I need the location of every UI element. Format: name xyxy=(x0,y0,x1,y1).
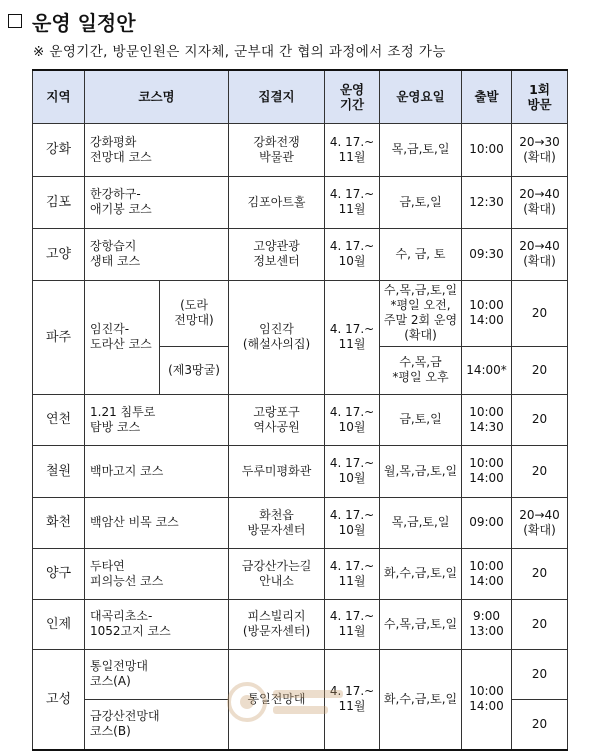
days-cell: 수,목,금,토,일 xyxy=(380,599,462,649)
course-cell: 강화평화 전망대 코스 xyxy=(85,123,229,176)
departure-cell: 09:30 xyxy=(462,228,512,280)
days-cell: 목,금,토,일 xyxy=(380,497,462,548)
header-row xyxy=(33,70,568,123)
period-cell: 4. 17.~ 11월 xyxy=(325,123,380,176)
header-period: 운영 기간 xyxy=(325,70,380,123)
table-row xyxy=(33,599,568,649)
visitors-cell: 20 xyxy=(512,699,568,750)
meeting-cell: 김포아트홀 xyxy=(229,176,325,228)
visitors-cell: 20→30 (확대) xyxy=(512,123,568,176)
period-cell: 4. 17.~ 10월 xyxy=(325,445,380,497)
region-cell: 고양 xyxy=(33,228,85,280)
page-title xyxy=(8,6,136,36)
region-cell: 철원 xyxy=(33,445,85,497)
departure-cell: 10:00 14:00 xyxy=(462,548,512,599)
days-cell: 화,수,금,토,일 xyxy=(380,649,462,750)
days-cell: 금,토,일 xyxy=(380,394,462,445)
days-cell: 화,수,금,토,일 xyxy=(380,548,462,599)
period-cell: 4. 17.~ 11월 xyxy=(325,280,380,394)
table-row xyxy=(33,123,568,176)
period-cell: 4. 17.~ 11월 xyxy=(325,176,380,228)
meeting-cell: 두루미평화관 xyxy=(229,445,325,497)
region-cell: 인제 xyxy=(33,599,85,649)
table-row xyxy=(33,548,568,599)
region-cell: 고성 xyxy=(33,649,85,750)
departure-cell: 10:00 14:00 xyxy=(462,445,512,497)
period-cell: 4. 17.~ 11월 xyxy=(325,599,380,649)
days-cell: 수, 금, 토 xyxy=(380,228,462,280)
visitors-cell: 20→40 (확대) xyxy=(512,228,568,280)
departure-cell: 10:00 14:30 xyxy=(462,394,512,445)
course-cell: 대곡리초소- 1052고지 코스 xyxy=(85,599,229,649)
days-cell: 수,목,금 *평일 오후 xyxy=(380,346,462,394)
table-row xyxy=(33,497,568,548)
period-cell: 4. 17.~ 10월 xyxy=(325,228,380,280)
days-cell: 수,목,금,토,일 *평일 오전, 주말 2회 운영 (확대) xyxy=(380,280,462,346)
meeting-cell: 금강산가는길 안내소 xyxy=(229,548,325,599)
schedule-table xyxy=(32,69,568,751)
departure-cell: 12:30 xyxy=(462,176,512,228)
course-cell: 금강산전망대 코스(B) xyxy=(85,699,229,750)
sub-course-cell: (제3땅굴) xyxy=(160,346,229,394)
table-row xyxy=(33,394,568,445)
period-cell: 4. 17.~ 11월 xyxy=(325,548,380,599)
title-text: 운영 일정안 xyxy=(32,10,136,35)
region-cell: 양구 xyxy=(33,548,85,599)
course-cell: 두타연 피의능선 코스 xyxy=(85,548,229,599)
period-cell: 4. 17.~ 10월 xyxy=(325,394,380,445)
sub-course-cell: (도라 전망대) xyxy=(160,280,229,346)
table-row xyxy=(33,280,568,346)
region-cell: 파주 xyxy=(33,280,85,394)
visitors-cell: 20 xyxy=(512,346,568,394)
visitors-cell: 20 xyxy=(512,548,568,599)
meeting-cell: 고양관광 정보센터 xyxy=(229,228,325,280)
course-cell: 한강하구- 애기봉 코스 xyxy=(85,176,229,228)
header-days: 운영요일 xyxy=(380,70,462,123)
departure-cell: 14:00* xyxy=(462,346,512,394)
departure-cell: 09:00 xyxy=(462,497,512,548)
note-text: ※ 운영기간, 방문인원은 지자체, 군부대 간 협의 과정에서 조정 가능 xyxy=(33,44,446,60)
region-cell: 김포 xyxy=(33,176,85,228)
header-meeting: 집결지 xyxy=(229,70,325,123)
visitors-cell: 20 xyxy=(512,280,568,346)
meeting-cell: 강화전쟁 박물관 xyxy=(229,123,325,176)
days-cell: 월,목,금,토,일 xyxy=(380,445,462,497)
departure-cell: 10:00 14:00 xyxy=(462,649,512,750)
region-cell: 강화 xyxy=(33,123,85,176)
course-cell: 임진각- 도라산 코스 xyxy=(85,280,160,394)
table-row xyxy=(33,445,568,497)
table-row xyxy=(33,228,568,280)
table-row xyxy=(33,649,568,699)
course-cell: 장항습지 생태 코스 xyxy=(85,228,229,280)
visitors-cell: 20 xyxy=(512,599,568,649)
header-course: 코스명 xyxy=(85,70,229,123)
course-cell: 1.21 침투로 탐방 코스 xyxy=(85,394,229,445)
header-departure: 출발 xyxy=(462,70,512,123)
meeting-cell: 임진각 (해설사의집) xyxy=(229,280,325,394)
period-cell: 4. 17.~ 10월 xyxy=(325,497,380,548)
departure-cell: 10:00 xyxy=(462,123,512,176)
course-cell: 통일전망대 코스(A) xyxy=(85,649,229,699)
meeting-cell: 피스빌리지 (방문자센터) xyxy=(229,599,325,649)
visitors-cell: 20→40 (확대) xyxy=(512,176,568,228)
checkbox-square-icon xyxy=(8,14,22,28)
days-cell: 금,토,일 xyxy=(380,176,462,228)
visitors-cell: 20→40 (확대) xyxy=(512,497,568,548)
visitors-cell: 20 xyxy=(512,394,568,445)
header-visitors: 1회 방문 xyxy=(512,70,568,123)
visitors-cell: 20 xyxy=(512,649,568,699)
meeting-cell: 화천읍 방문자센터 xyxy=(229,497,325,548)
departure-cell: 9:00 13:00 xyxy=(462,599,512,649)
meeting-cell: 통일전망대 xyxy=(229,649,325,750)
region-cell: 화천 xyxy=(33,497,85,548)
meeting-cell: 고랑포구 역사공원 xyxy=(229,394,325,445)
departure-cell: 10:00 14:00 xyxy=(462,280,512,346)
course-cell: 백암산 비목 코스 xyxy=(85,497,229,548)
header-region: 지역 xyxy=(33,70,85,123)
region-cell: 연천 xyxy=(33,394,85,445)
table-row xyxy=(33,176,568,228)
days-cell: 목,금,토,일 xyxy=(380,123,462,176)
period-cell: 4. 17.~ 11월 xyxy=(325,649,380,750)
course-cell: 백마고지 코스 xyxy=(85,445,229,497)
visitors-cell: 20 xyxy=(512,445,568,497)
